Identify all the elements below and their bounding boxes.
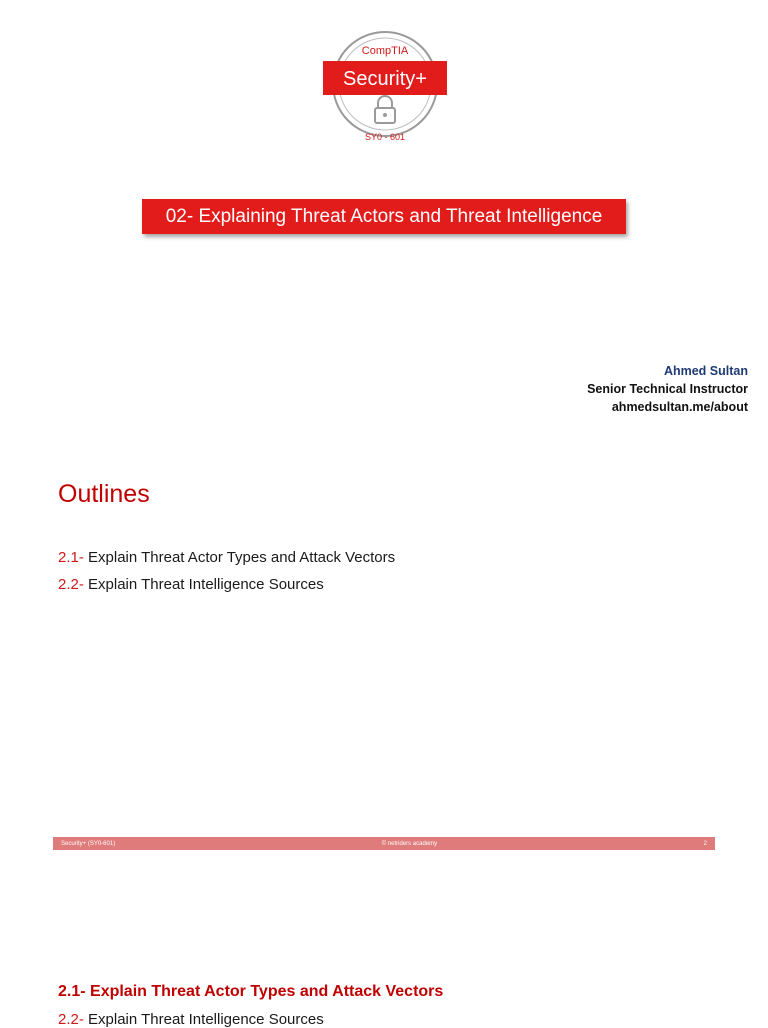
- author-name: Ahmed Sultan: [663, 364, 748, 378]
- comptia-security-plus-logo: [320, 22, 450, 158]
- slide-title: 02- Explaining Threat Actors and Threat Intelligence: [165, 205, 603, 227]
- logo-product-text: Security+: [343, 68, 427, 90]
- author-role: Senior Technical Instructor: [587, 382, 748, 396]
- slide-footer: [53, 837, 715, 850]
- section-text: Explain Threat Intelligence Sources: [83, 1011, 324, 1028]
- section-number: 2.2-: [58, 1011, 84, 1028]
- outline-text: Explain Threat Intelligence Sources: [83, 576, 324, 593]
- outline-number: 2.1-: [58, 549, 84, 566]
- logo-code-text: SY0 - 601: [364, 132, 406, 142]
- section-item: [58, 1011, 324, 1028]
- outline-item: [58, 576, 324, 593]
- outline-number: 2.2-: [58, 576, 84, 593]
- lock-icon: [375, 96, 395, 123]
- author-website: ahmedsultan.me/about: [611, 400, 748, 414]
- footer-page-number: 2: [703, 840, 707, 847]
- outlines-heading: Outlines: [58, 480, 150, 508]
- author-block: [587, 362, 748, 416]
- logo-brand-text: CompTIA: [361, 45, 409, 57]
- section-heading: 2.1- Explain Threat Actor Types and Attack Vectors: [58, 983, 444, 1000]
- footer-course: Security+ (SY0-601): [61, 840, 116, 847]
- outline-item: [58, 549, 395, 566]
- outline-text: Explain Threat Actor Types and Attack Vectors: [83, 549, 396, 566]
- footer-copyright: © netriders academy: [381, 840, 438, 847]
- slide-title-banner: [142, 199, 626, 234]
